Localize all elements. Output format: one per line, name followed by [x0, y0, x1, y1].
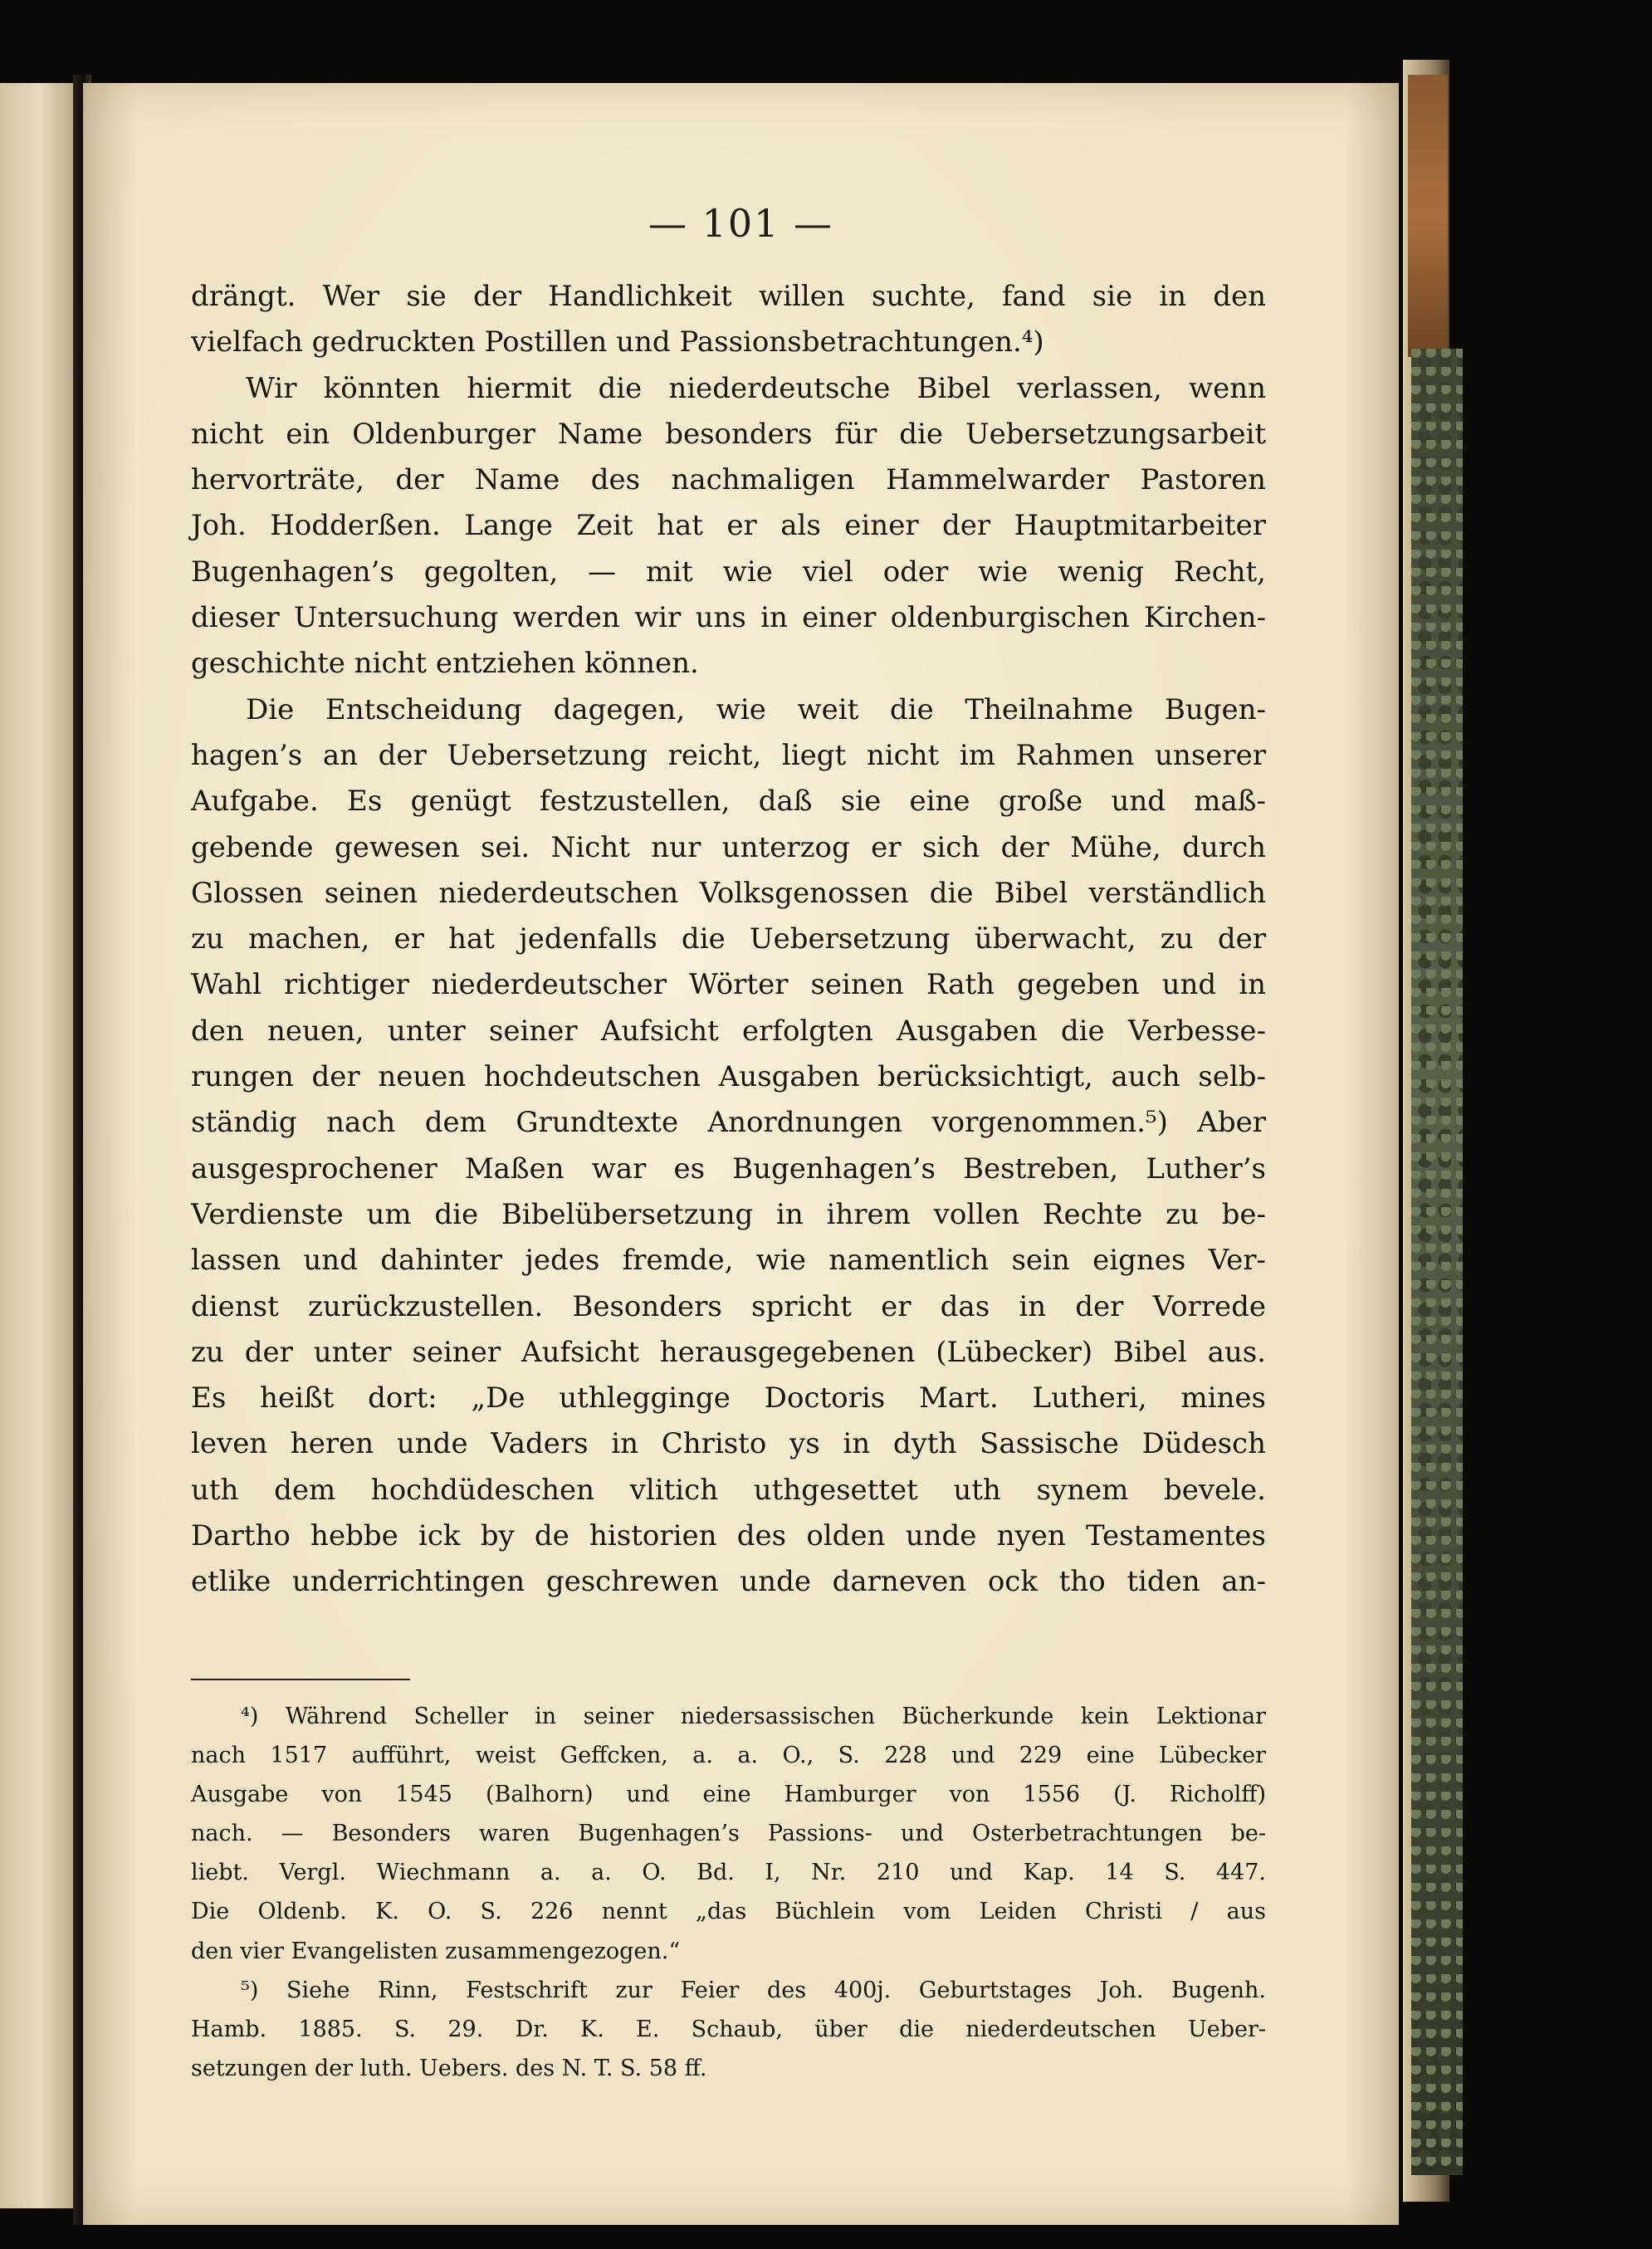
text-line: etlike underrichtingen geschrewen unde darneven ock tho tiden an- — [191, 1565, 1266, 1599]
text-line: Bugenhagen’s gegolten, — mit wie viel oder wie wenig Recht, — [191, 555, 1266, 589]
text-line: geschichte nicht entziehen können. — [191, 647, 699, 681]
text-line: nicht ein Oldenburger Name besonders für die Uebersetzungsarbeit — [191, 417, 1266, 451]
text-line: zu der unter seiner Aufsicht herausgegebenen (Lübecker) Bibel aus. — [191, 1335, 1266, 1369]
text-line: hervorträte, der Name des nachmaligen Hammelwarder Pastoren — [191, 463, 1266, 497]
text-line: ausgesprochener Maßen war es Bugenhagen’s Bestreben, Luther’s — [191, 1151, 1266, 1186]
text-line: Die Entscheidung dagegen, wie weit die Theilnahme Bugen- — [246, 692, 1266, 726]
text-line: dieser Untersuchung werden wir uns in einer oldenburgischen Kirchen- — [191, 601, 1266, 635]
footnote-line: Ausgabe von 1545 (Balhorn) und eine Hamburger von 1556 (J. Richolff) — [191, 1782, 1266, 1808]
text-line: ständig nach dem Grundtexte Anordnungen vorgenommen.⁵) Aber — [191, 1106, 1266, 1140]
text-line: zu machen, er hat jedenfalls die Uebersetzung überwacht, zu der — [191, 922, 1266, 956]
footnotes — [191, 1697, 1266, 2088]
text-line: Glossen seinen niederdeutschen Volksgenossen die Bibel verständlich — [191, 876, 1266, 910]
footnote-line: Die Oldenb. K. O. S. 226 nennt „das Büchlein vom Leiden Christi / aus — [191, 1899, 1266, 1925]
page-number: — 101 — — [648, 201, 834, 246]
footnote-line: nach 1517 aufführt, weist Geffcken, a. a. O., S. 228 und 229 eine Lübecker — [191, 1743, 1266, 1769]
footnote-line: Hamb. 1885. S. 29. Dr. K. E. Schaub, über die niederdeutschen Ueber- — [191, 2016, 1266, 2042]
main-text — [191, 274, 1266, 1606]
text-line: den neuen, unter seiner Aufsicht erfolgten Ausgaben die Verbesse- — [191, 1014, 1266, 1048]
text-line: vielfach gedruckten Postillen und Passionsbetrachtungen.⁴) — [191, 325, 1044, 359]
text-line: Dartho hebbe ick by de historien des olden unde nyen Testamentes — [191, 1519, 1266, 1553]
text-line: Joh. Hodderßen. Lange Zeit hat er als einer der Hauptmitarbeiter — [191, 509, 1266, 543]
text-line: Es heißt dort: „De uthlegginge Doctoris Mart. Lutheri, mines — [191, 1381, 1266, 1415]
leather-corner — [1408, 75, 1448, 357]
footnote-line: ⁵) Siehe Rinn, Festschrift zur Feier des 400j. Geburtstages Joh. Bugenh. — [241, 1977, 1266, 2003]
footnote-line: ⁴) Während Scheller in seiner niedersassischen Bücherkunde kein Lektionar — [241, 1704, 1266, 1729]
text-line: gebende gewesen sei. Nicht nur unterzog er sich der Mühe, durch — [191, 830, 1266, 864]
text-line: Wir könnten hiermit die niederdeutsche Bibel verlassen, wenn — [246, 371, 1266, 405]
footnote-line: liebt. Vergl. Wiechmann a. a. O. Bd. I, Nr. 210 und Kap. 14 S. 447. — [191, 1860, 1266, 1886]
footnote-rule — [191, 1679, 410, 1680]
text-line: Verdienste um die Bibelübersetzung in ihrem vollen Rechte zu be- — [191, 1197, 1266, 1231]
left-page-edge — [0, 83, 73, 2208]
text-line: leven heren unde Vaders in Christo ys in dyth Sassische Düdesch — [191, 1427, 1266, 1461]
text-line: uth dem hochdüdeschen vlitich uthgesettet uth synem bevele. — [191, 1473, 1266, 1507]
text-line: hagen’s an der Uebersetzung reicht, liegt nicht im Rahmen unserer — [191, 738, 1266, 772]
footnote-line: nach. — Besonders waren Bugenhagen’s Passions- und Osterbetrachtungen be- — [191, 1821, 1266, 1847]
text-line: drängt. Wer sie der Handlichkeit willen suchte, fand sie in den — [191, 280, 1266, 313]
text-line: Aufgabe. Es genügt festzustellen, daß sie eine große und maß- — [191, 785, 1266, 819]
text-line: rungen der neuen hochdeutschen Ausgaben berücksichtigt, auch selb- — [191, 1060, 1266, 1094]
footnote-line: den vier Evangelisten zusammengezogen.“ — [191, 1938, 681, 1964]
marbled-cover-board — [1411, 349, 1463, 2175]
book-page — [83, 83, 1399, 2225]
text-line: Wahl richtiger niederdeutscher Wörter seinen Rath gegeben und in — [191, 968, 1266, 1002]
text-line: lassen und dahinter jedes fremde, wie namentlich sein eignes Ver- — [191, 1244, 1266, 1278]
text-line: dienst zurückzustellen. Besonders spricht er das in der Vorrede — [191, 1289, 1266, 1323]
footnote-line: setzungen der luth. Uebers. des N. T. S. 58 ff. — [191, 2055, 707, 2081]
